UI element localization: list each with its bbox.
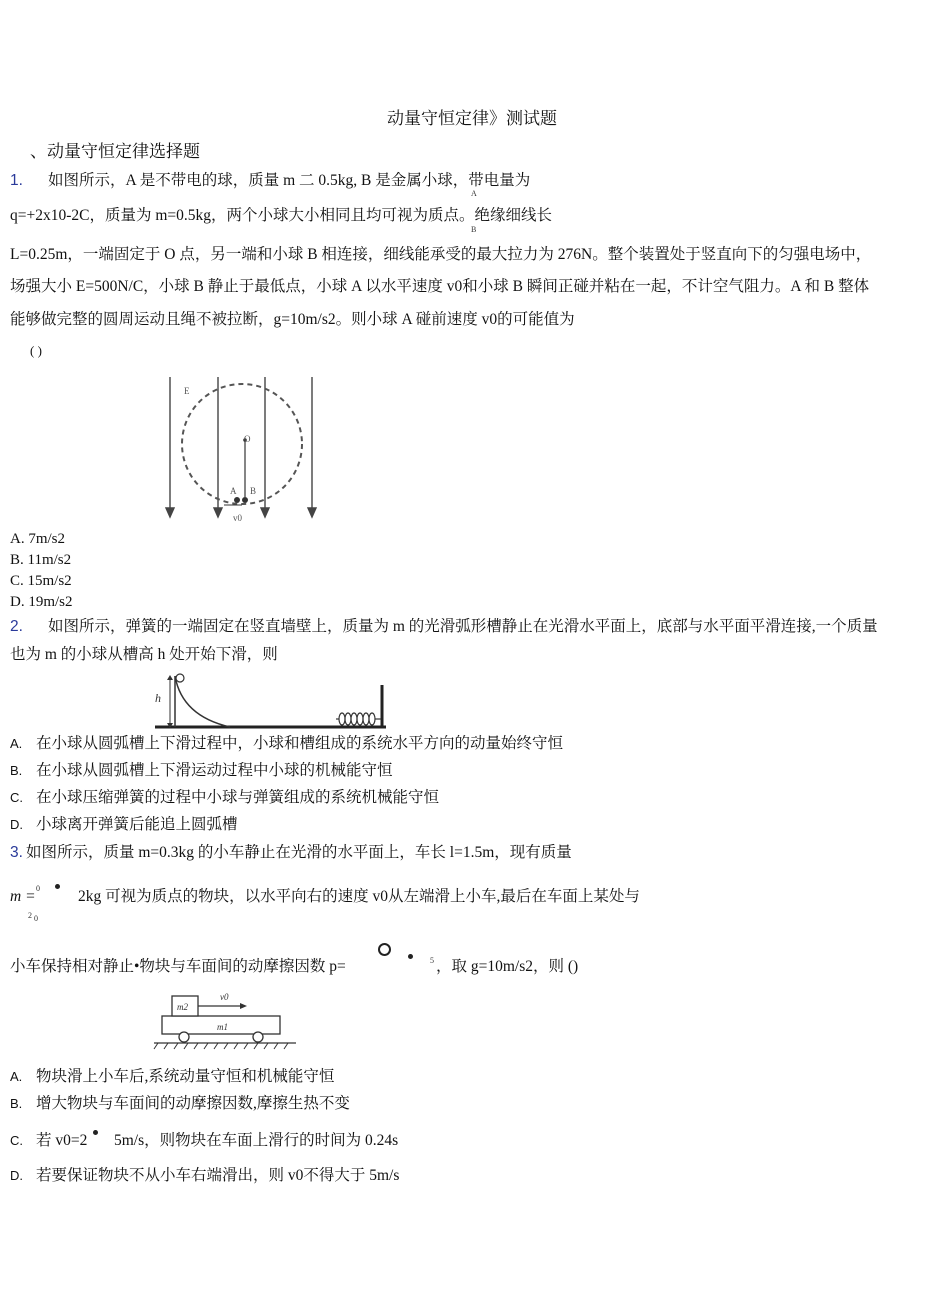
q3-number: 3. <box>10 844 23 861</box>
q2-figure <box>150 672 390 734</box>
q3-option-c-tail: 5m/s，则物块在车面上滑行的时间为 0.24s <box>114 1132 399 1149</box>
q1-line4: 场强大小 E=500N/C，小球 B 静止于最低点，小球 A 以水平速度 v0和小球 B 瞬间正碰并粘在一起，不计空气阻力。A 和 B 整体 <box>10 278 870 295</box>
q3-option-c: C. 若 v0=2 <box>10 1132 88 1149</box>
q1-tiny-a: A <box>471 189 477 198</box>
q3-line3-tail: ，取 g=10m/s2，则 () <box>436 958 579 975</box>
q2-option-a: A. 在小球从圆弧槽上下滑过程中，小球和槽组成的系统水平方向的动量始终守恒 <box>10 735 564 752</box>
page-title: 动量守恒定律》测试题 <box>387 109 557 128</box>
q1-tiny-b: B <box>471 225 477 234</box>
q1-fig-o: O <box>244 434 251 444</box>
q1-paren: ( ) <box>30 343 42 358</box>
q3-fig-m2: m2 <box>177 1002 188 1012</box>
q1-line3: L=0.25m，一端固定于 O 点，另一端和小球 B 相连接，细线能承受的最大拉力为 276N。整个装置处于竖直向下的匀强电场中， <box>10 246 872 263</box>
q3-line3: 小车保持相对静止•物块与车面间的动摩擦因数 p= <box>10 958 346 975</box>
q2-line1: 如图所示，弹簧的一端固定在竖直墙壁上，质量为 m 的光滑弧形槽静止在光滑水平面上，底部与水平面平滑连接,一个质量 <box>48 618 878 635</box>
q2-number: 2. <box>10 618 23 635</box>
q1-option-d: D. 19m/s2 <box>10 594 73 610</box>
q1-line2: q=+2x10-2C，质量为 m=0.5kg，两个小球大小相同且均可视为质点。绝缘细线长 <box>10 207 553 224</box>
q3-option-d: D. 若要保证物块不从小车右端滑出，则 v0不得大于 5m/s <box>10 1167 400 1184</box>
q1-fig-v0: v0 <box>233 513 242 523</box>
q3-ring <box>378 943 391 956</box>
q1-fig-b: B <box>250 486 257 496</box>
q1-figure <box>160 372 325 527</box>
q1-fig-e: E <box>184 386 190 396</box>
q1-number: 1. <box>10 172 23 189</box>
q1-option-c: C. 15m/s2 <box>10 573 72 589</box>
q3-line1: 如图所示，质量 m=0.3kg 的小车静止在光滑的水平面上，车长 l=1.5m，现有质量 <box>26 844 572 861</box>
q2-option-b: B. 在小球从圆弧槽上下滑运动过程中小球的机械能守恒 <box>10 762 393 779</box>
q3-line2-sub2: 0 <box>34 914 38 923</box>
q2-line2: 也为 m 的小球从槽高 h 处开始下滑，则 <box>10 646 278 663</box>
q3-option-a: A. 物块滑上小车后,系统动量守恒和机械能守恒 <box>10 1068 335 1085</box>
q2-option-d: D. 小球离开弹簧后能追上圆弧槽 <box>10 816 238 833</box>
q1-option-b: B. 11m/s2 <box>10 552 72 568</box>
q1-option-a: A. 7m/s2 <box>10 531 66 547</box>
q2-option-c: C. 在小球压缩弹簧的过程中小球与弹簧组成的系统机械能守恒 <box>10 789 440 806</box>
q3-line2-sub: 2 <box>28 911 32 920</box>
q3-line2-mass: m = <box>10 888 36 905</box>
q3-line2-sup: 0 <box>36 884 40 893</box>
section-heading: 、动量守恒定律选择题 <box>30 142 200 161</box>
q3-fig-m1: m1 <box>217 1022 228 1032</box>
q3-dot-2 <box>408 954 413 959</box>
q3-line2: 2kg 可视为质点的物块，以水平向右的速度 v0从左端滑上小车,最后在车面上某处与 <box>78 888 640 905</box>
q3-figure <box>150 988 300 1050</box>
q2-fig-h: h <box>155 691 161 705</box>
q3-line3-sup: 5 <box>430 956 434 965</box>
q1-fig-a: A <box>230 486 237 496</box>
q1-line5: 能够做完整的圆周运动且绳不被拉断，g=10m/s2。则小球 A 碰前速度 v0的可能值为 <box>10 311 575 328</box>
q3-option-b: B. 增大物块与车面间的动摩擦因数,摩擦生热不变 <box>10 1095 350 1112</box>
q3-fig-v0: v0 <box>220 992 229 1002</box>
q1-line1: 如图所示，A 是不带电的球，质量 m 二 0.5kg, B 是金属小球，带电量为 <box>48 172 531 189</box>
q3-dot <box>55 884 60 889</box>
q3-option-c-dot <box>93 1130 98 1135</box>
